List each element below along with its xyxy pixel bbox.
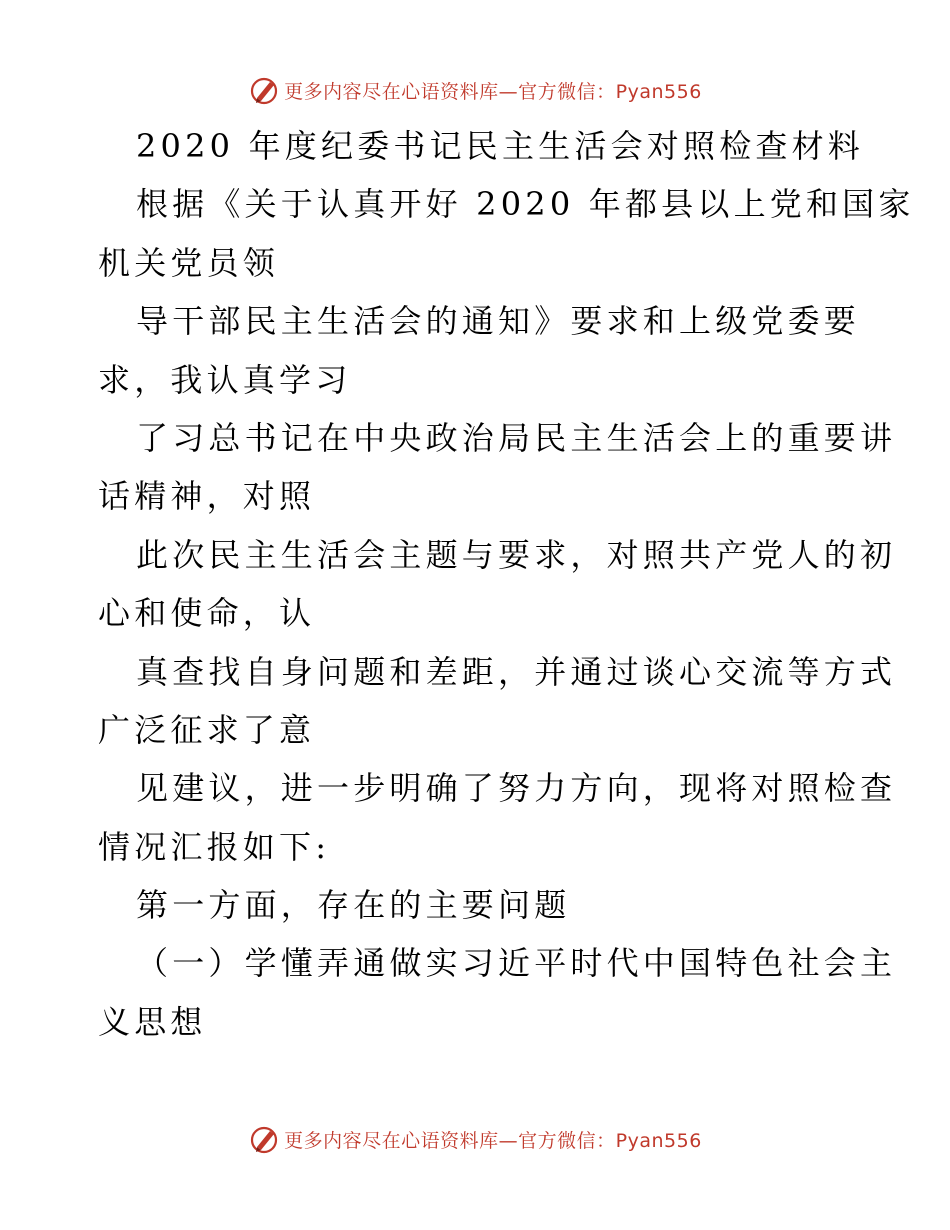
watermark-handle: Pyan556 (615, 1129, 702, 1152)
watermark-handle: Pyan556 (615, 80, 702, 103)
pen-logo-icon (248, 1123, 280, 1155)
text-line: 此次民主生活会主题与要求，对照共产党人的初 (136, 535, 897, 574)
text-line: 求，我认真学习 (98, 360, 352, 399)
section-heading: 第一方面，存在的主要问题 (136, 886, 571, 925)
text-line: 义思想 (98, 1002, 207, 1041)
pen-logo-icon (248, 74, 280, 106)
text-line: 导干部民主生活会的通知》要求和上级党委要 (136, 302, 861, 341)
watermark-text: 更多内容尽在心语资料库—官方微信：Pyan556 (284, 1129, 702, 1152)
footer-watermark (0, 1121, 950, 1157)
text-line: 心和使命，认 (98, 594, 316, 633)
text-line: 机关党员领 (98, 243, 280, 282)
document-body (98, 117, 915, 1051)
subsection-heading: （一）学懂弄通做实习近平时代中国特色社会主 (136, 944, 897, 983)
text-line: 2020 年度纪委书记民主生活会对照检查材料 (136, 127, 865, 165)
text-line: 真查找自身问题和差距，并通过谈心交流等方式 (136, 652, 897, 691)
text-line: 广泛征求了意 (98, 710, 316, 749)
text-line: 见建议，进一步明确了努力方向，现将对照检查 (136, 769, 897, 808)
text-line: 话精神，对照 (98, 477, 316, 516)
text-line: 情况汇报如下: (98, 827, 331, 866)
text-line: 了习总书记在中央政治局民主生活会上的重要讲 (136, 418, 897, 457)
text-line: 根据《关于认真开好 2020 年都县以上党和国家 (136, 185, 915, 224)
watermark-text: 更多内容尽在心语资料库—官方微信：Pyan556 (284, 80, 702, 103)
header-watermark (0, 72, 950, 108)
